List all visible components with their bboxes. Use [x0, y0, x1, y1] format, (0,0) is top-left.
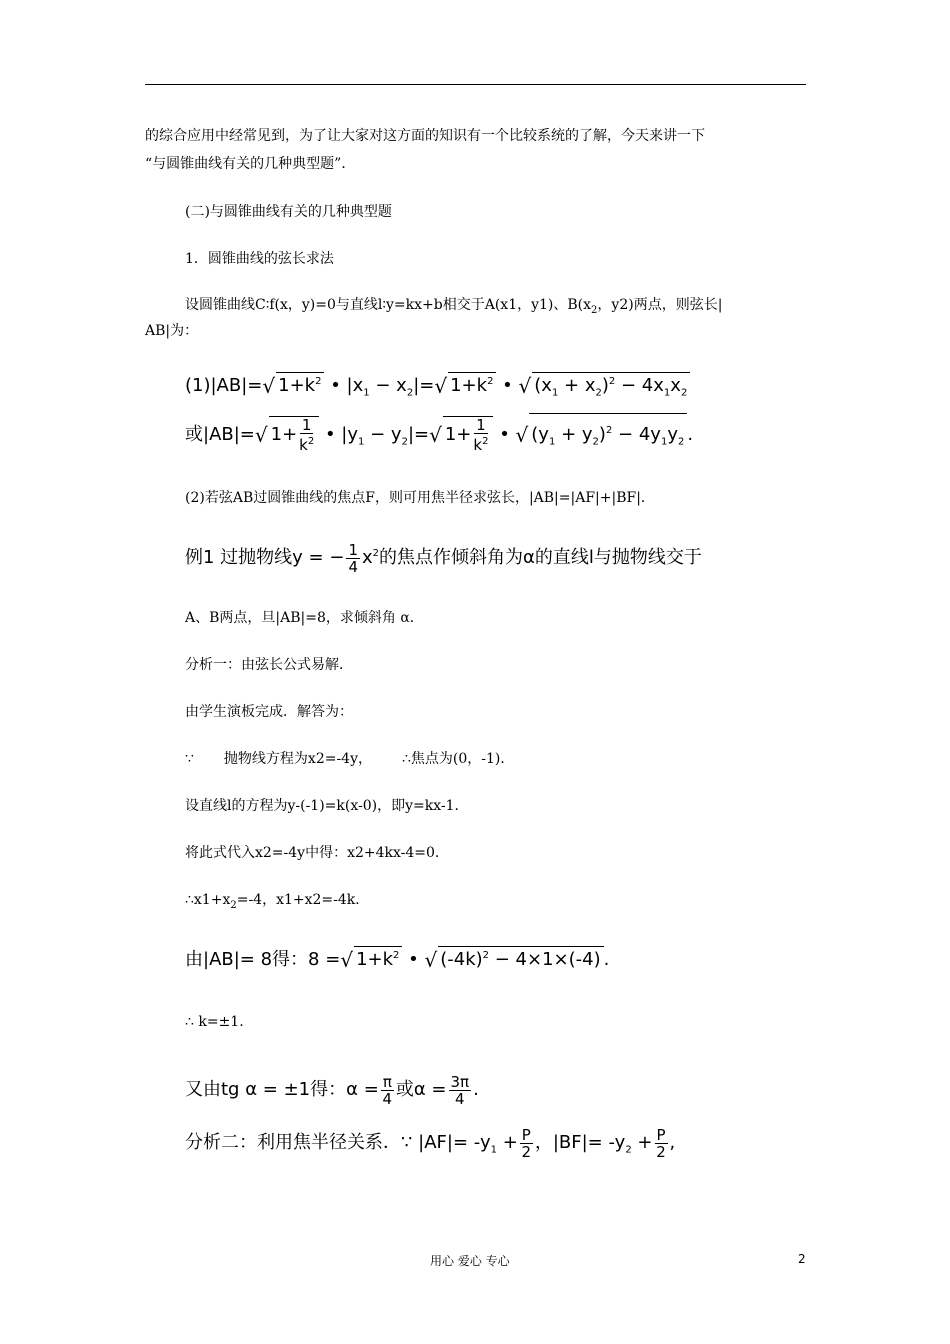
vieta-relations: $\therefore x1+x_2=-4$，x1+x2=-4k． [185, 892, 370, 911]
analysis-1: 分析一：由弦长公式易解． [185, 657, 353, 673]
solution-intro: 由学生演板完成．解答为： [185, 704, 353, 720]
focal-radius-note: (2)若弦AB过圆锥曲线的焦点F，则可用焦半径求弦长，|AB|=|AF|+|BF|． [185, 490, 655, 506]
subsection-title: 1．圆锥曲线的弦长求法 [185, 251, 334, 267]
k-result: ∴ k=±1. [185, 1014, 244, 1030]
page-number: 2 [798, 1252, 806, 1266]
header-rule [145, 84, 806, 85]
example-1-line-2: A、B两点，旦|AB|=8，求倾斜角 α． [185, 610, 424, 626]
chord-length-formula-2: 或|AB|=√ 1+ $\frac{1}{k^2}$ • $|y_1 - y_2|=√$ 1+ $\frac{1}{k^2}$ • √ $(y_1 + y_2)^2 - 4y_1y_2$ . [185, 413, 693, 460]
chord-length-formula-1: (1)|AB|=√ $1+k^2$ • $|x_1 - x_2|=√$ $1+k^2$ • √ $(x_1 + x_2)^2 - 4x_1x_2$ [185, 372, 690, 403]
analysis-2: 分析二：利用焦半径关系．∵ $|AF|= -y_1$ + $\frac{P}{2}$ ，$|BF|= -y_2$ + $\frac{P}{2}$ , [185, 1125, 676, 1161]
section-heading: (二)与圆锥曲线有关的几种典型题 [185, 204, 392, 220]
because-line: ∵ 抛物线方程为x2=-4y， ∴焦点为(0，-1)． [185, 751, 515, 767]
length-equation: 由|AB|= 8得：8 =√ $1+k^2$ • √ $(-4k)^2 - 4\times 1\times(-4)$ . [185, 948, 610, 972]
setup-line-1: 设圆锥曲线C∶f(x，y)=0与直线l∶y=kx+b相交于A(x1，y1)、$B(x_2$，y2)两点，则弦长| [185, 297, 723, 316]
substitution: 将此式代入x2=-4y中得：x2+4kx-4=0． [185, 845, 449, 861]
intro-line-2: “与圆锥曲线有关的几种典型题”． [145, 156, 356, 172]
example-1-statement: 例1 过抛物线y = − $\frac{1}{4}$ $x^2$的焦点作倾斜角为α的直线l与抛物线交于 [185, 540, 702, 576]
angle-result: 又由tg α = ±1得：α = $\frac{\pi}{4}$ 或α = $\frac{3\pi}{4}$ . [185, 1072, 479, 1108]
footer-motto: 用心 爱心 专心 [430, 1254, 510, 1268]
intro-line-1: 的综合应用中经常见到，为了让大家对这方面的知识有一个比较系统的了解，今天来讲一下 [145, 128, 705, 144]
line-equation: 设直线l的方程为y-(-1)=k(x-0)，即y=kx-1． [185, 798, 469, 814]
setup-line-2: AB|为： [145, 323, 199, 339]
